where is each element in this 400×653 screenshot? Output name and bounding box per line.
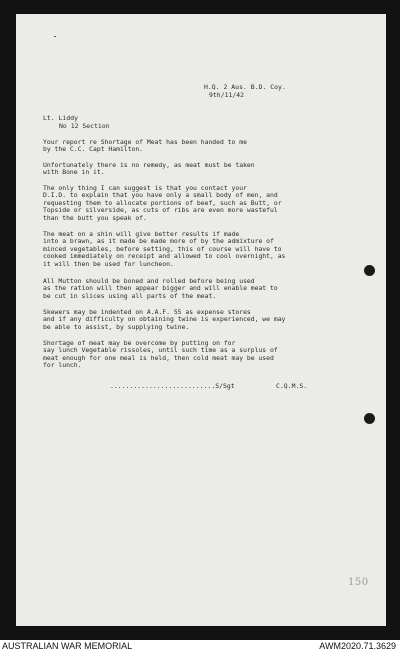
paper-speck [54, 36, 56, 37]
letter-sheet [16, 14, 386, 626]
archive-footer [0, 640, 400, 653]
paragraph-shortage: Shortage of meat may be overcome by putting on for say lunch Vegetable rissoles, until such time as a surplus of meat enough for one meal is held, then cold meat may be used for lunch. [43, 339, 278, 370]
header-date: 9th/11/42 [209, 91, 245, 99]
signature-title: C.Q.M.S. [276, 382, 308, 390]
header-unit: H.Q. 2 Aus. B.D. Coy. [204, 83, 286, 91]
addressee-section: No 12 Section [59, 122, 110, 130]
addressee-name: Lt. Liddy [43, 114, 79, 122]
institution-name: AUSTRALIAN WAR MEMORIAL [2, 641, 133, 651]
paragraph-skewers: Skewers may be indented on A.A.F. 55 as expense stores and if any difficulty on obtaining twine is experienced, we may be able to assist, by supplying twine. [43, 308, 286, 331]
paragraph-no-remedy: Unfortunately there is no remedy, as meat must be taken with Bone in it. [43, 161, 255, 177]
paragraph-shin-brawn: The meat on a shin will give better results if made into a brawn, as it made be made more of by the admixture of minced vegetables, before setting, this of course will have to cooked immediately on receipt and allowed to cool overnight, as it will then be used for luncheon. [43, 230, 286, 268]
signature-line: ...........................S/Sgt [110, 382, 235, 390]
paragraph-did-suggestion: The only thing I can suggest is that you contact your D.I.D. to explain that you have only a small body of men, and requesting them to allocate portions of beef, such as Butt, or Topside or silverside, as cuts of ribs are even more wasteful than the butt you speak of. [43, 184, 282, 222]
paragraph-mutton: All Mutton should be boned and rolled before being used as the ration will then appear bigger and will enable meat to be cut in slices using all parts of the meat. [43, 277, 278, 300]
catalogue-id: AWM2020.71.3629 [319, 641, 396, 651]
punch-hole-top [364, 265, 375, 276]
folio-number: 150 [348, 577, 369, 588]
punch-hole-bottom [364, 413, 375, 424]
paragraph-report: Your report re Shortage of Meat has been handed to me by the C.C. Capt Hamilton. [43, 138, 247, 154]
